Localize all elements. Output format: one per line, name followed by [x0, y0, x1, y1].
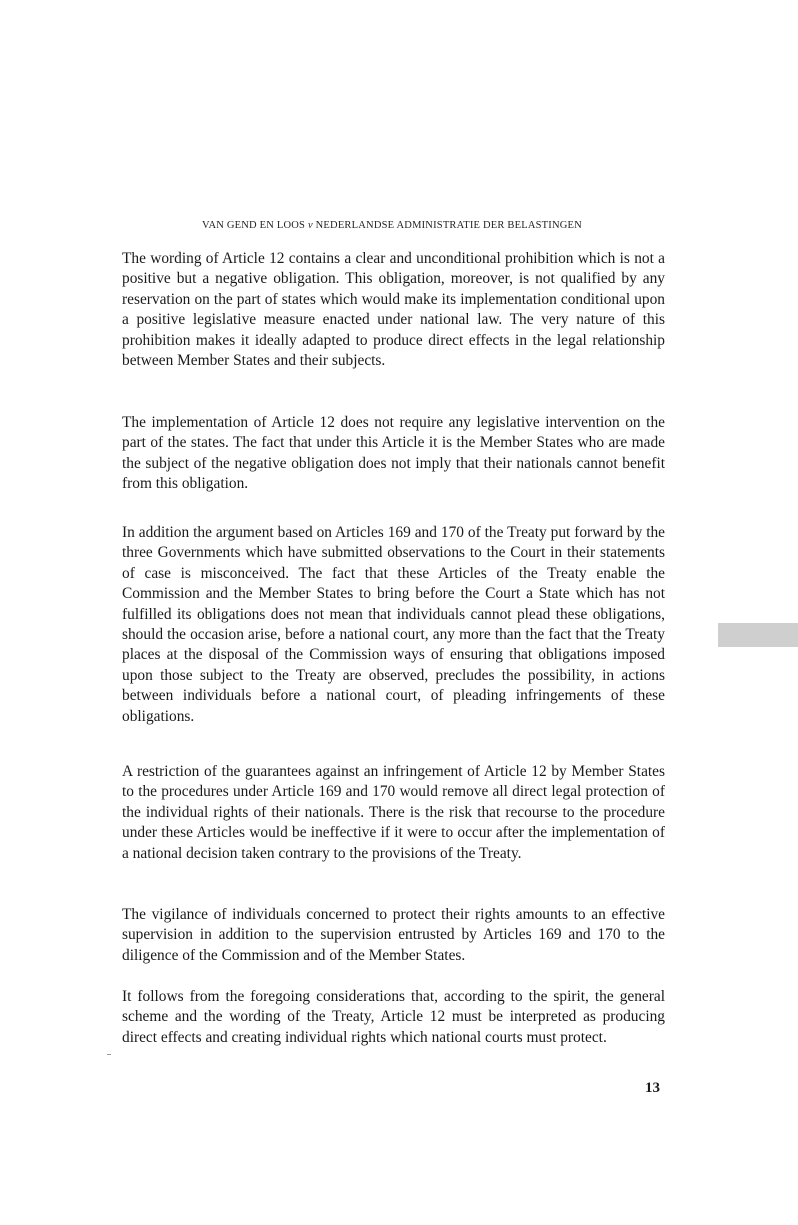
running-head-versus: v	[307, 220, 313, 231]
paragraph-3: In addition the argument based on Articles 169 and 170 of the Treaty put forward by the three Governments which have submitted observations to the Court in their statements of case is misconceived. The fact that these Articles of the Treaty enable the Commission and the Member States to bring before the Court a State which has not fulfilled its obligations does not mean that individuals cannot plead these obligations, should the occasion arise, before a national court, any more than the fact that the Treaty places at the disposal of the Commission ways of ensuring that obligations imposed upon those subject to the Treaty are observed, precludes the possibility, in actions between individuals before a national court, of pleading infringements of these obligations.	[122, 524, 665, 725]
paragraph-2: The implementation of Article 12 does not require any legislative intervention on the part of the states. The fact that under this Article it is the Member States who are made the subject of the negative obligation does not imply that their nationals cannot benefit from this obligation.	[122, 414, 665, 493]
running-head-right: NEDERLANDSE ADMINISTRATIE DER BELASTINGEN	[315, 220, 582, 231]
stray-mark	[107, 1054, 111, 1055]
running-head	[122, 220, 662, 231]
paragraph-6: It follows from the foregoing considerations that, according to the spirit, the general scheme and the wording of the Treaty, Article 12 must be interpreted as producing direct effects and creating individual rights which national courts must protect.	[122, 988, 665, 1046]
paragraph-4: A restriction of the guarantees against an infringement of Article 12 by Member States to the procedures under Article 169 and 170 would remove all direct legal protection of the individual rights of their nationals. There is the risk that recourse to the procedure under these Articles would be ineffective if it were to occur after the implementation of a national decision taken contrary to the provisions of the Treaty.	[122, 763, 665, 862]
margin-thumb-tab	[718, 623, 798, 647]
page-number: 13	[645, 1080, 660, 1096]
paragraph-5: The vigilance of individuals concerned to protect their rights amounts to an effective supervision in addition to the supervision entrusted by Articles 169 and 170 to the diligence of the Commission and of the Member States.	[122, 906, 665, 964]
running-head-left: VAN GEND EN LOOS	[202, 220, 306, 231]
paragraph-1: The wording of Article 12 contains a clear and unconditional prohibition which is not a positive but a negative obligation. This obligation, moreover, is not qualified by any reservation on the part of states which would make its implementation conditional upon a positive legislative measure enacted under national law. The very nature of this prohibition makes it ideally adapted to produce direct effects in the legal relationship between Member States and their subjects.	[122, 250, 665, 370]
